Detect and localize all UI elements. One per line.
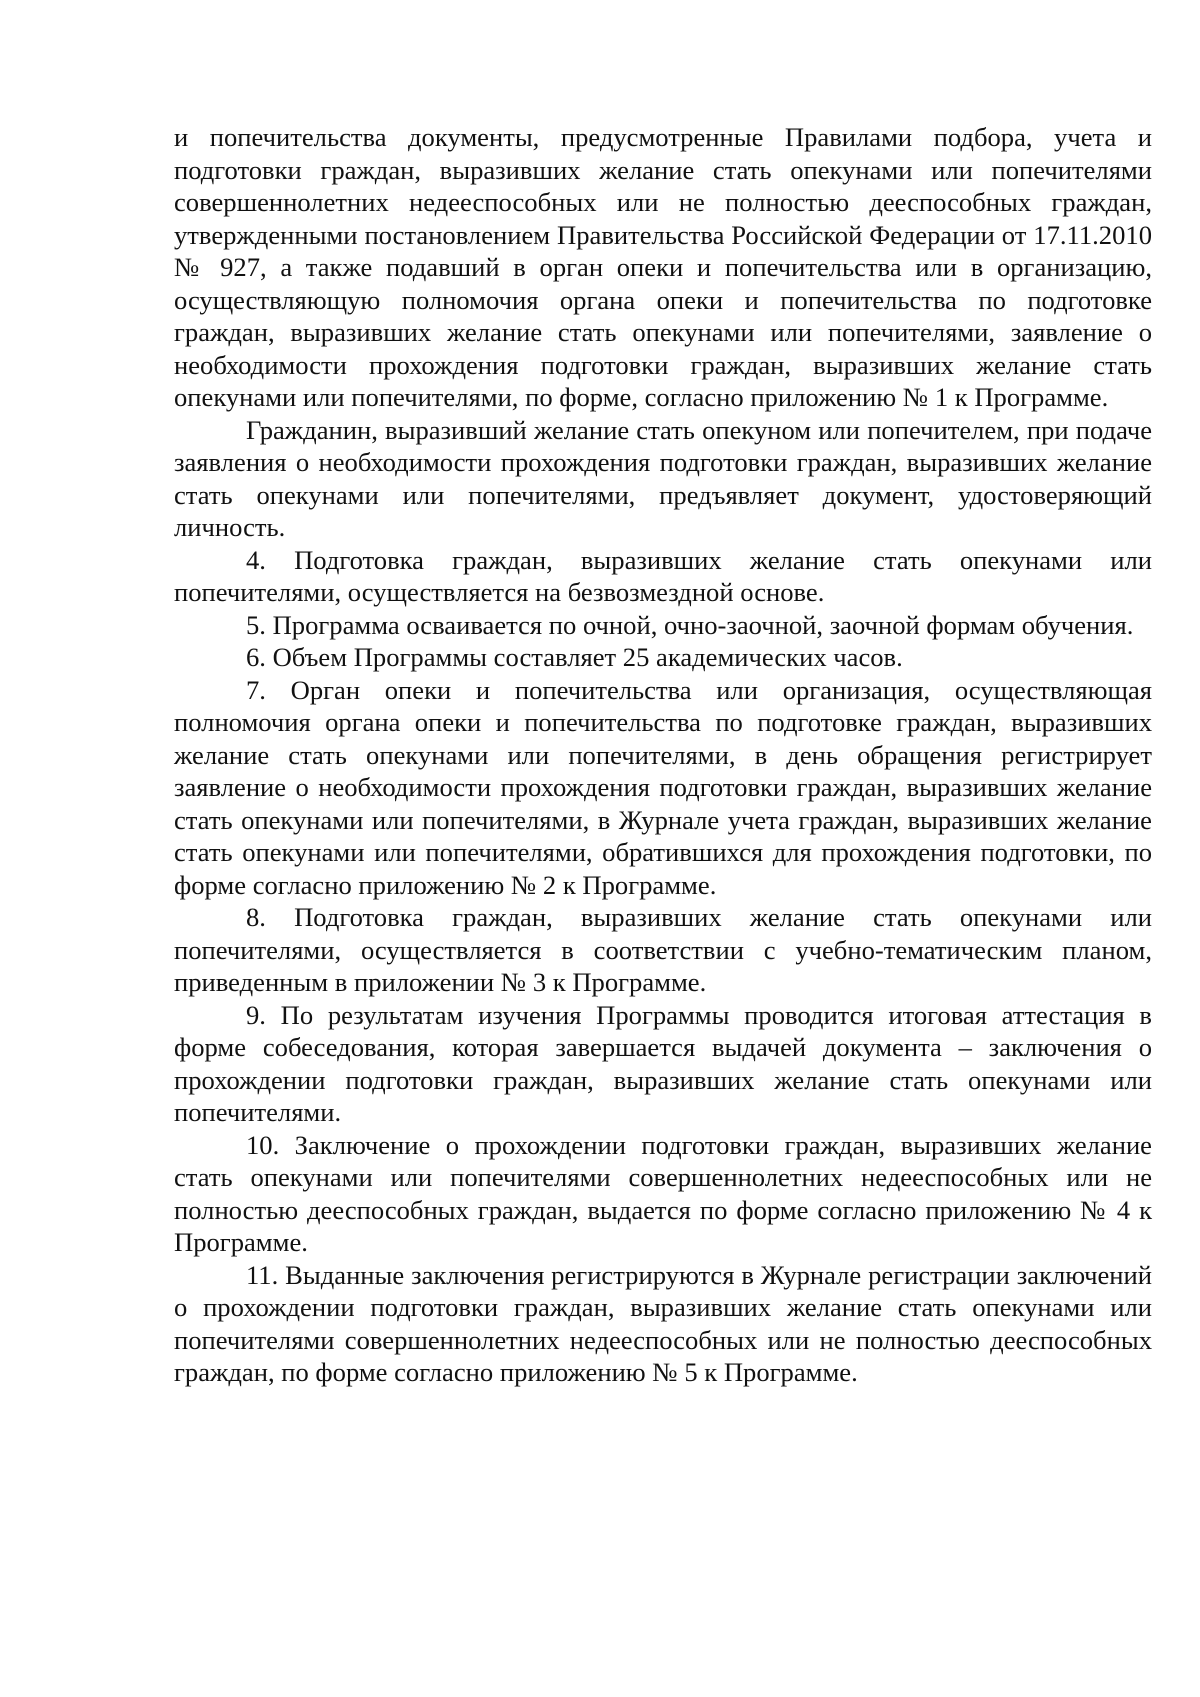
paragraph-item-7: 7. Орган опеки и попечительства или организация, осуществляющая полномочия органа опеки и попечительства по подготовке граждан, выразивших желание стать опекунами или попечителями, в день обращения регистрирует заявление о необходимости прохождения подготовки граждан, выразивших желание стать опекунами или попечителями, в Журнале учета граждан, выразивших желание стать опекунами или попечителями, обратившихся для прохождения подготовки, по форме согласно приложению № 2 к Программе. (174, 674, 1152, 900)
paragraph-item-10: 10. Заключение о прохождении подготовки граждан, выразивших желание стать опекунами или попечителями совершеннолетних недееспособных или не полностью дееспособных граждан, выдается по форме согласно приложению № 4 к Программе. (174, 1129, 1152, 1257)
paragraph-continuation: и попечительства документы, предусмотренные Правилами подбора, учета и подготовки граждан, выразивших желание стать опекунами или попечителями совершеннолетних недееспособных или не полностью дееспособных граждан, утвержденными постановлением Правительства Российской Федерации от 17.11.2010 № 927, а также подавший в орган опеки и попечительства или в организацию, осуществляющую полномочия органа опеки и попечительства по подготовке граждан, выразивших желание стать опекунами или попечителями, заявление о необходимости прохождения подготовки граждан, выразивших желание стать опекунами или попечителями, по форме, согласно приложению № 1 к Программе. (174, 122, 1152, 412)
paragraph-applicant-identity: Гражданин, выразивший желание стать опекуном или попечителем, при подаче заявления о необходимости прохождения подготовки граждан, выразивших желание стать опекунами или попечителями, предъявляет документ, удостоверяющий личность. (174, 414, 1152, 542)
document-page (174, 121, 1152, 1389)
paragraph-item-8: 8. Подготовка граждан, выразивших желание стать опекунами или попечителями, осуществляется в соответствии с учебно-тематическим планом, приведенным в приложении № 3 к Программе. (174, 902, 1152, 997)
paragraph-item-5: 5. Программа осваивается по очной, очно-заочной, заочной формам обучения. (246, 609, 1134, 640)
paragraph-item-11: 11. Выданные заключения регистрируются в Журнале регистрации заключений о прохождении подготовки граждан, выразивших желание стать опекунами или попечителями совершеннолетних недееспособных или не полностью дееспособных граждан, по форме согласно приложению № 5 к Программе. (174, 1259, 1152, 1387)
paragraph-item-9: 9. По результатам изучения Программы проводится итоговая аттестация в форме собеседования, которая завершается выдачей документа – заключения о прохождении подготовки граждан, выразивших желание стать опекунами или попечителями. (174, 999, 1152, 1127)
paragraph-item-6: 6. Объем Программы составляет 25 академических часов. (246, 642, 903, 672)
paragraph-item-4: 4. Подготовка граждан, выразивших желание стать опекунами или попечителями, осуществляется на безвозмездной основе. (174, 544, 1152, 607)
